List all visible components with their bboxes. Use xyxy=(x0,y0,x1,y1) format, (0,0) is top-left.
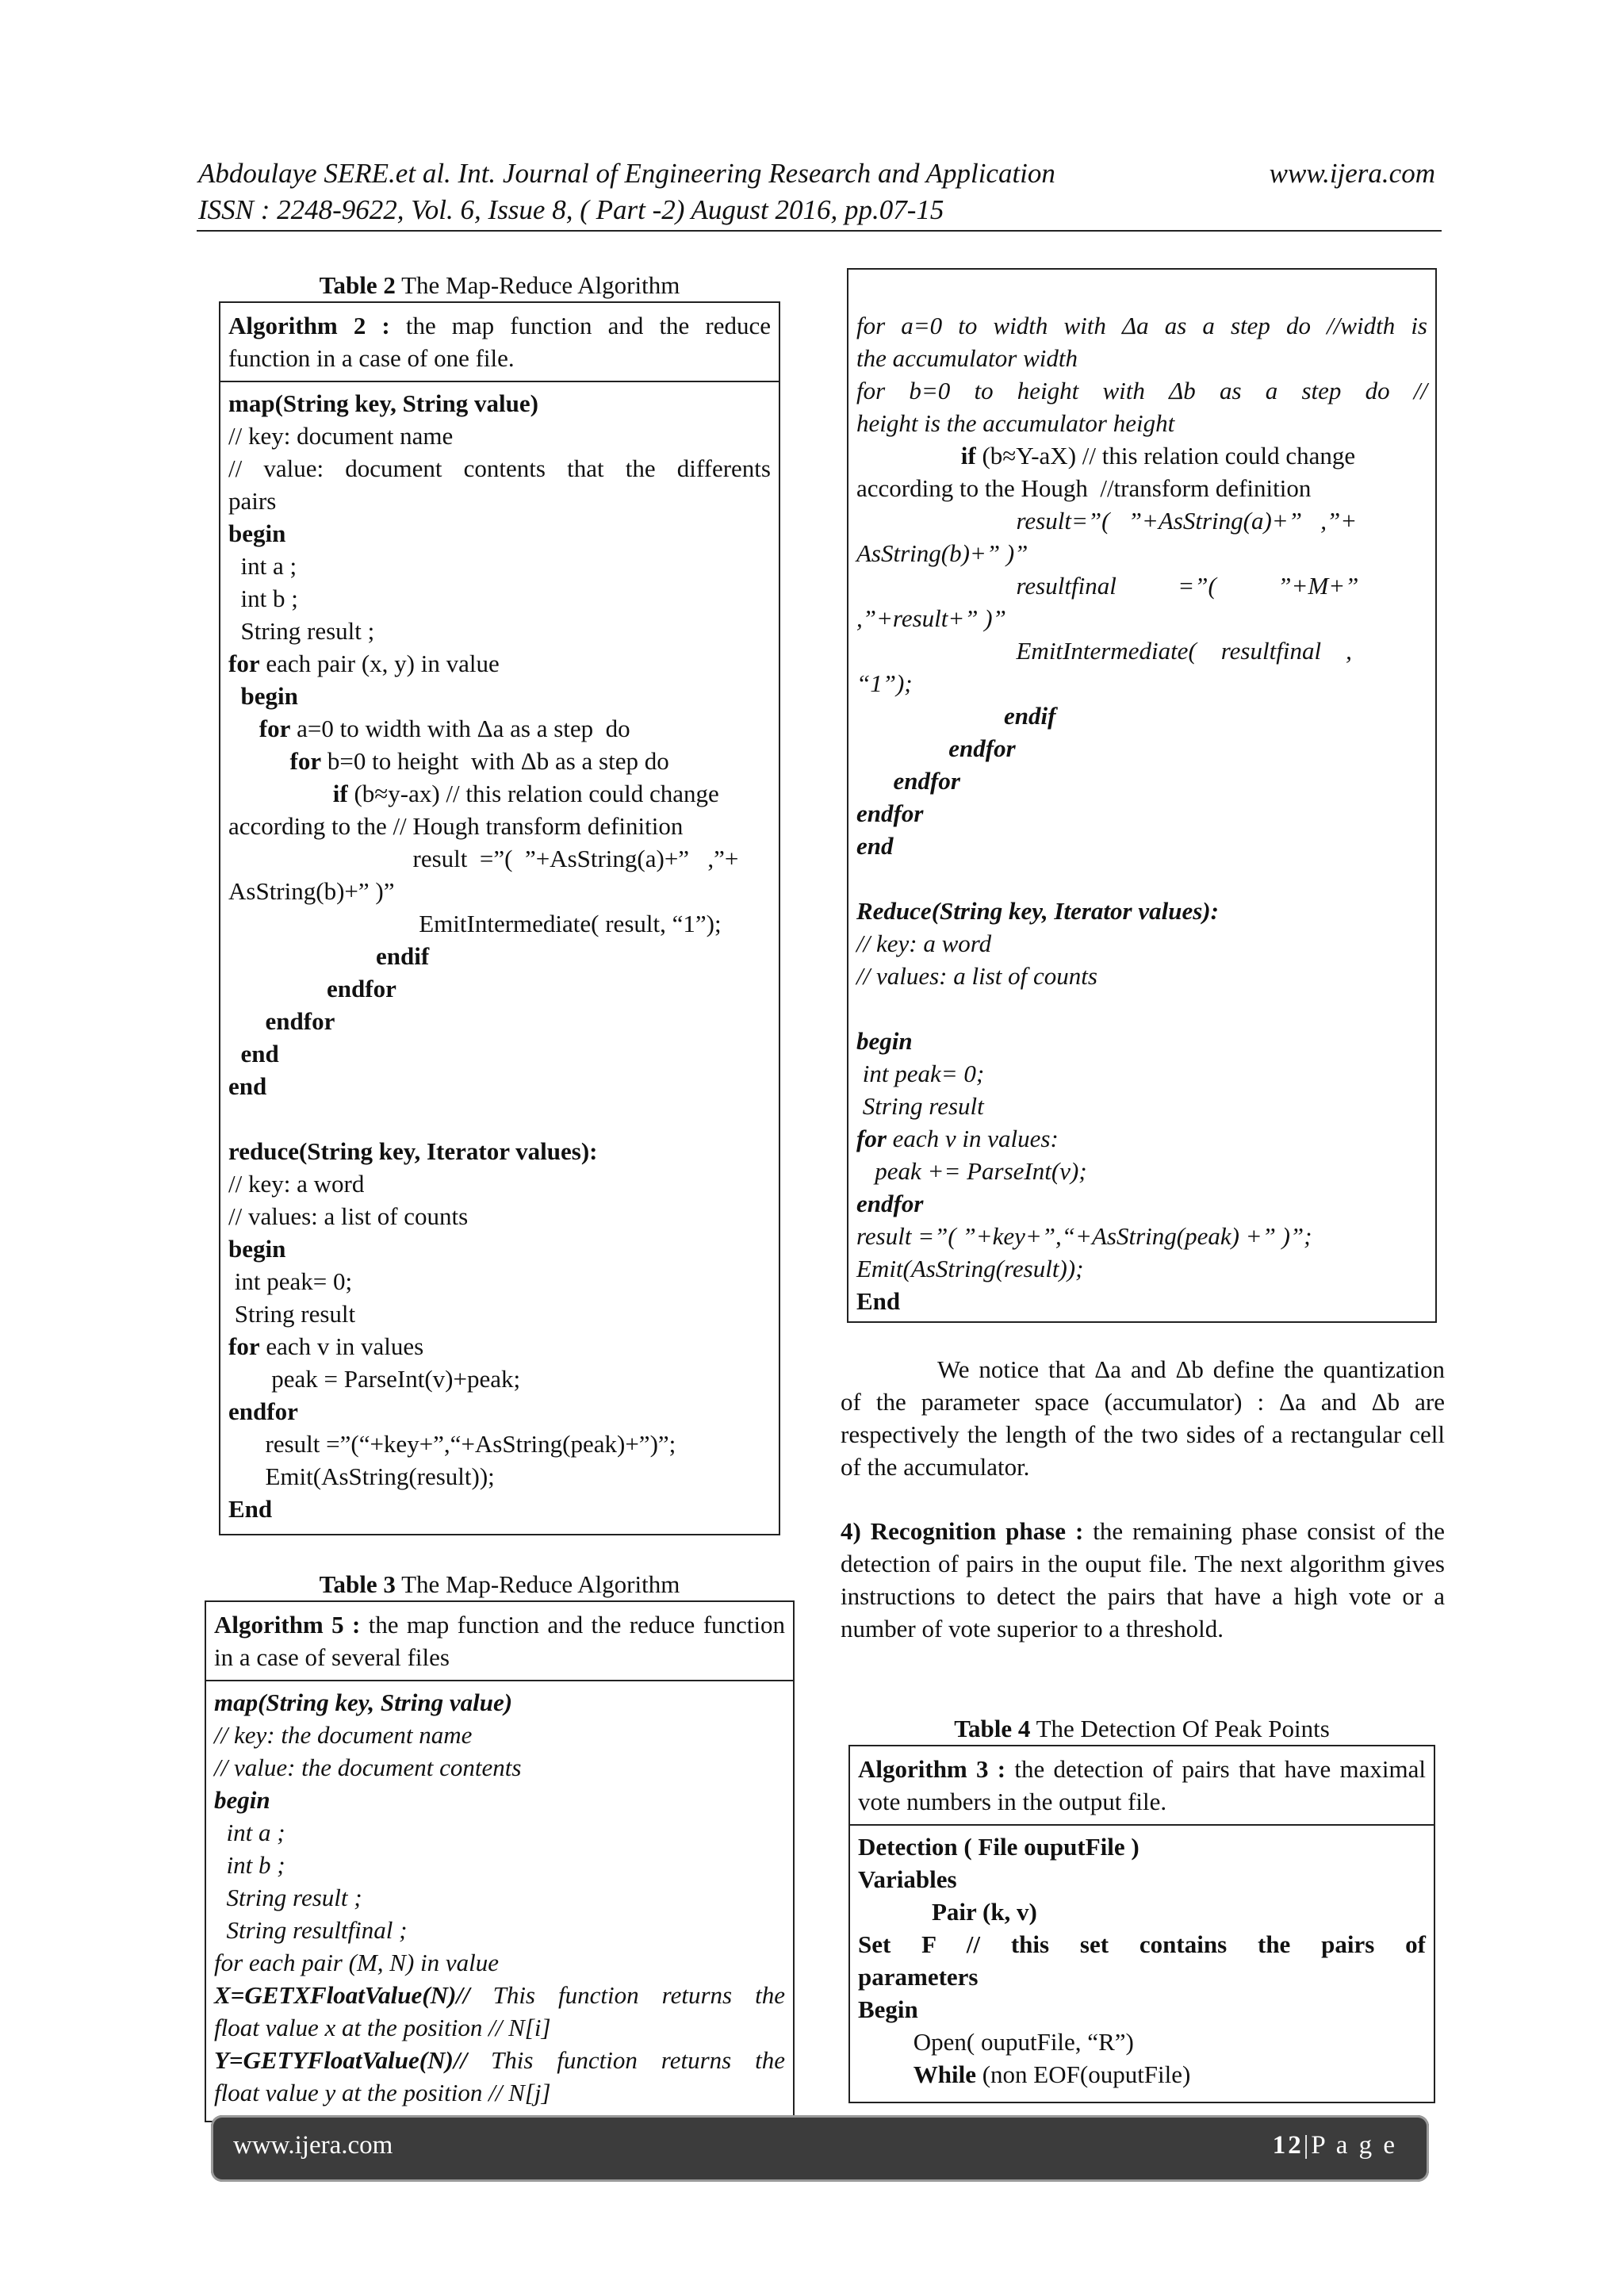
code-text: result =”( ”+AsString(a)+” ,”+ xyxy=(228,845,739,872)
code-line xyxy=(228,485,771,517)
code-line xyxy=(856,1187,1427,1220)
code-text: Pair (k, v) xyxy=(858,1898,1037,1926)
code-text: Reduce(String key, Iterator values): xyxy=(856,897,1219,925)
code-text: // value: document contents that the differents xyxy=(228,454,771,482)
paragraph-recognition-phase xyxy=(841,1515,1445,1645)
code-line xyxy=(228,810,771,842)
code-line xyxy=(856,927,1427,960)
code-keyword: if xyxy=(960,442,976,470)
code-text: ,”+result+” )” xyxy=(856,604,1006,632)
code-text: String result ; xyxy=(228,617,375,645)
table3-header xyxy=(206,1602,793,1681)
table4-algorithm-label: Algorithm 3 : xyxy=(858,1755,1006,1783)
running-header-title: Abdoulaye SERE.et al. Int. Journal of Engineering Research and Application xyxy=(198,158,1055,189)
code-text: End xyxy=(228,1495,273,1523)
paragraph-quantization: We notice that Δa and Δb define the quantization of the parameter space (accumulator) : Δa and Δb are respectively the length of the two sides of a rectangular cell of the accumulator. xyxy=(841,1355,1445,1481)
running-header-url: www.ijera.com xyxy=(1269,158,1435,189)
code-text: end xyxy=(228,1040,279,1068)
code-line xyxy=(856,537,1427,569)
code-line xyxy=(214,1751,785,1784)
code-text: according to the Hough //transform definition xyxy=(856,474,1312,502)
code-indent xyxy=(856,442,961,470)
table2-code xyxy=(220,382,779,1530)
table4-caption-label: Table 4 xyxy=(954,1715,1031,1742)
table3-caption-label: Table 3 xyxy=(319,1570,396,1598)
code-line xyxy=(228,1102,771,1135)
code-line xyxy=(856,895,1427,927)
code-keyword: for xyxy=(228,650,260,677)
table2-box xyxy=(219,301,780,1535)
code-line xyxy=(228,1135,771,1167)
code-line xyxy=(858,2026,1426,2058)
code-line xyxy=(856,1285,1427,1317)
table4-box xyxy=(848,1745,1435,2103)
code-line xyxy=(858,1895,1426,1928)
table3-algorithm-label: Algorithm 5 : xyxy=(214,1611,361,1639)
code-text: for b=0 to height with Δb as a step do // xyxy=(856,377,1427,404)
table4-caption-text: The Detection Of Peak Points xyxy=(1030,1715,1330,1742)
code-text: int b ; xyxy=(228,585,298,612)
code-line xyxy=(858,2058,1426,2091)
code-text: End xyxy=(856,1287,901,1315)
code-line xyxy=(228,1037,771,1070)
code-line xyxy=(228,1200,771,1232)
code-indent xyxy=(228,715,259,742)
code-line xyxy=(856,374,1427,407)
code-line xyxy=(856,407,1427,439)
code-text: result =”(“+key+”,“+AsString(peak)+”)”; xyxy=(228,1430,676,1458)
code-line xyxy=(856,732,1427,765)
code-line xyxy=(214,1914,785,1946)
code-line xyxy=(858,1830,1426,1863)
code-line xyxy=(214,2076,785,2109)
code-indent xyxy=(228,780,333,807)
code-text: String result xyxy=(228,1300,356,1328)
code-line xyxy=(856,667,1427,700)
code-line xyxy=(228,972,771,1005)
code-line xyxy=(228,582,771,615)
code-text: (b≈Y-aX) // this relation could change xyxy=(975,442,1356,470)
code-text: height is the accumulator height xyxy=(856,409,1175,437)
code-text: Begin xyxy=(858,1995,918,2023)
code-line xyxy=(228,875,771,907)
code-line xyxy=(214,2044,785,2076)
code-line xyxy=(856,1090,1427,1122)
code-text: each pair (x, y) in value xyxy=(259,650,500,677)
code-line xyxy=(856,765,1427,797)
code-text: String resultfinal ; xyxy=(214,1916,408,1944)
code-text: endfor xyxy=(228,975,396,1002)
code-text: Open( ouputFile, “R”) xyxy=(858,2028,1134,2056)
code-keyword: for xyxy=(289,747,322,775)
code-line xyxy=(228,1395,771,1428)
code-text: resultfinal =”( ”+M+” xyxy=(856,572,1359,600)
code-line xyxy=(856,504,1427,537)
code-line xyxy=(228,1363,771,1395)
code-line xyxy=(228,1167,771,1200)
code-text: // values: a list of counts xyxy=(228,1202,469,1230)
code-line xyxy=(214,1881,785,1914)
code-text: the accumulator width xyxy=(856,344,1078,372)
code-line xyxy=(856,439,1427,472)
code-text: peak = ParseInt(v)+peak; xyxy=(228,1365,521,1393)
code-line xyxy=(228,680,771,712)
code-text: map(String key, String value) xyxy=(228,389,538,417)
table2-header xyxy=(220,303,779,382)
code-text: map(String key, String value) xyxy=(214,1688,513,1716)
table2-algorithm-desc: the map function and the reduce function in a case of one file. xyxy=(228,312,771,372)
code-line xyxy=(856,602,1427,634)
code-line xyxy=(856,342,1427,374)
code-text: endfor xyxy=(228,1007,335,1035)
recognition-phase-label: 4) Recognition phase : xyxy=(841,1517,1084,1545)
code-text: // values: a list of counts xyxy=(856,962,1097,990)
code-line xyxy=(214,1719,785,1751)
code-text: // key: document name xyxy=(228,422,454,450)
code-line xyxy=(228,1005,771,1037)
code-text: according to the // Hough transform definition xyxy=(228,812,684,840)
code-line xyxy=(228,712,771,745)
code-line xyxy=(856,1252,1427,1285)
code-text: end xyxy=(228,1072,267,1100)
code-line xyxy=(856,1025,1427,1057)
code-text: reduce(String key, Iterator values): xyxy=(228,1137,598,1165)
code-line xyxy=(856,309,1427,342)
code-line xyxy=(856,1155,1427,1187)
code-line xyxy=(228,1330,771,1363)
code-text: EmitIntermediate( resultfinal , xyxy=(856,637,1352,665)
code-line xyxy=(228,1428,771,1460)
code-text: for a=0 to width with Δa as a step do //width is xyxy=(856,312,1427,339)
code-line xyxy=(856,634,1427,667)
code-text: float value y at the position // N[j] xyxy=(214,2079,551,2106)
code-text: // value: the document contents xyxy=(214,1754,522,1781)
code-line xyxy=(858,1863,1426,1895)
code-text: int a ; xyxy=(228,552,297,580)
code-keyword: for xyxy=(228,1332,260,1360)
code-line xyxy=(856,700,1427,732)
table3-algorithm-desc: the map function and the reduce function in a case of several files xyxy=(214,1611,785,1671)
code-line xyxy=(228,777,771,810)
table4-header xyxy=(850,1746,1434,1826)
code-line xyxy=(228,1493,771,1525)
code-text: “1”); xyxy=(856,669,913,697)
code-text: endif xyxy=(856,702,1056,730)
code-text: This function returns the xyxy=(469,1981,785,2009)
code-text: begin xyxy=(214,1786,270,1814)
code-line xyxy=(228,842,771,875)
code-text: each v in values: xyxy=(886,1125,1059,1152)
code-line xyxy=(228,647,771,680)
table2-caption xyxy=(219,270,780,301)
page-number: 12 xyxy=(1272,2131,1304,2160)
code-text: result=”( ”+AsString(a)+” ,”+ xyxy=(856,507,1358,535)
code-line xyxy=(228,1460,771,1493)
code-keyword: if xyxy=(332,780,348,807)
recognition-phase-text: the remaining phase consist of the detection of pairs in the ouput file. The next algorithm gives instructions to detect the pairs that have a high vote or a number of vote superior to a threshold. xyxy=(841,1517,1445,1642)
code-text: endfor xyxy=(856,734,1016,762)
running-header-issn: ISSN : 2248-9622, Vol. 6, Issue 8, ( Part -2) August 2016, pp.07-15 xyxy=(198,194,944,225)
table4-caption xyxy=(848,1713,1435,1745)
code-line xyxy=(856,1057,1427,1090)
code-line xyxy=(228,517,771,550)
code-text: int peak= 0; xyxy=(228,1267,353,1295)
code-text: begin xyxy=(228,682,298,710)
code-text: endfor xyxy=(856,767,960,795)
code-line xyxy=(856,1122,1427,1155)
code-text: (non EOF(ouputFile) xyxy=(975,2060,1191,2088)
code-text: float value x at the position // N[i] xyxy=(214,2014,551,2041)
code-line xyxy=(228,420,771,452)
code-text: (b≈y-ax) // this relation could change xyxy=(347,780,719,807)
code-line xyxy=(228,1265,771,1297)
code-text: for each pair (M, N) in value xyxy=(214,1949,500,1976)
code-text: parameters xyxy=(858,1963,979,1991)
code-text: Set F // this set contains the pairs of xyxy=(858,1930,1426,1958)
table3-code xyxy=(206,1681,793,2114)
code-line xyxy=(228,615,771,647)
code-line xyxy=(858,1993,1426,2026)
table3-continuation-box xyxy=(847,268,1437,1323)
header-rule xyxy=(197,230,1442,232)
code-text: Variables xyxy=(858,1865,957,1893)
code-text: // key: a word xyxy=(228,1170,365,1198)
table3-caption xyxy=(205,1569,795,1600)
code-text: EmitIntermediate( result, “1”); xyxy=(228,910,722,937)
code-text: begin xyxy=(856,1027,913,1055)
code-text: each v in values xyxy=(259,1332,424,1360)
code-line xyxy=(214,1816,785,1849)
code-keyword: for xyxy=(856,1125,887,1152)
code-text: peak += ParseInt(v); xyxy=(856,1157,1087,1185)
code-text: Emit(AsString(result)); xyxy=(228,1462,495,1490)
code-line xyxy=(228,1070,771,1102)
code-text: end xyxy=(856,832,894,860)
page-footer xyxy=(211,2115,1429,2182)
code-line xyxy=(214,1784,785,1816)
code-text: int peak= 0; xyxy=(856,1060,985,1087)
table4-algorithm-desc: the detection of pairs that have maximal vote numbers in the output file. xyxy=(858,1755,1426,1815)
code-line xyxy=(214,1946,785,1979)
code-line xyxy=(856,960,1427,992)
code-text: // key: the document name xyxy=(214,1721,473,1749)
code-line xyxy=(228,940,771,972)
code-line xyxy=(214,1979,785,2011)
code-line xyxy=(856,1220,1427,1252)
page-label: |P a g e xyxy=(1303,2131,1397,2160)
table3-continuation-code xyxy=(848,270,1435,1322)
table4-code xyxy=(850,1826,1434,2095)
code-text: AsString(b)+” )” xyxy=(228,877,395,905)
code-line xyxy=(228,452,771,485)
code-line xyxy=(228,1297,771,1330)
table2-caption-text: The Map-Reduce Algorithm xyxy=(395,271,680,299)
code-text: a=0 to width with Δa as a step do xyxy=(290,715,630,742)
code-line xyxy=(228,907,771,940)
table3-box xyxy=(205,1600,795,2122)
footer-url: www.ijera.com xyxy=(233,2131,393,2160)
code-text: String result xyxy=(856,1092,984,1120)
code-keyword: for xyxy=(259,715,291,742)
code-indent xyxy=(858,2060,914,2088)
code-line xyxy=(228,1232,771,1265)
code-line xyxy=(228,387,771,420)
code-line xyxy=(214,1686,785,1719)
code-text: endfor xyxy=(856,1190,924,1217)
code-line xyxy=(856,797,1427,830)
code-text: Emit(AsString(result)); xyxy=(856,1255,1084,1282)
code-line xyxy=(856,830,1427,862)
table2-algorithm-label: Algorithm 2 : xyxy=(228,312,390,339)
code-text: Detection ( File ouputFile ) xyxy=(858,1833,1139,1861)
code-text: endfor xyxy=(228,1397,298,1425)
code-keyword: Y=GETYFloatValue(N)// xyxy=(214,2046,468,2074)
code-line xyxy=(856,992,1427,1025)
code-text: result =”( ”+key+”,“+AsString(peak) +” )”; xyxy=(856,1222,1312,1250)
code-text: int a ; xyxy=(214,1819,285,1846)
code-line xyxy=(214,2011,785,2044)
code-indent xyxy=(228,747,290,775)
code-line xyxy=(858,1928,1426,1961)
code-text: begin xyxy=(228,1235,286,1263)
code-text: begin xyxy=(228,519,286,547)
code-keyword: While xyxy=(913,2060,976,2088)
code-text: String result ; xyxy=(214,1884,362,1911)
code-text: int b ; xyxy=(214,1851,285,1879)
code-line xyxy=(856,862,1427,895)
table2-caption-label: Table 2 xyxy=(319,271,396,299)
code-line xyxy=(858,1961,1426,1993)
code-line xyxy=(856,472,1427,504)
code-text: pairs xyxy=(228,487,277,515)
code-line xyxy=(228,745,771,777)
code-text: b=0 to height with Δb as a step do xyxy=(321,747,669,775)
code-text: endfor xyxy=(856,799,924,827)
code-keyword: X=GETXFloatValue(N)// xyxy=(214,1981,470,2009)
code-line xyxy=(228,550,771,582)
code-text: This function returns the xyxy=(467,2046,785,2074)
table3-caption-text: The Map-Reduce Algorithm xyxy=(395,1570,680,1598)
footer-page-number xyxy=(1273,2131,1397,2160)
code-line xyxy=(856,569,1427,602)
code-text: endif xyxy=(228,942,430,970)
code-text: AsString(b)+” )” xyxy=(856,539,1028,567)
code-text: // key: a word xyxy=(856,930,992,957)
code-line xyxy=(214,1849,785,1881)
